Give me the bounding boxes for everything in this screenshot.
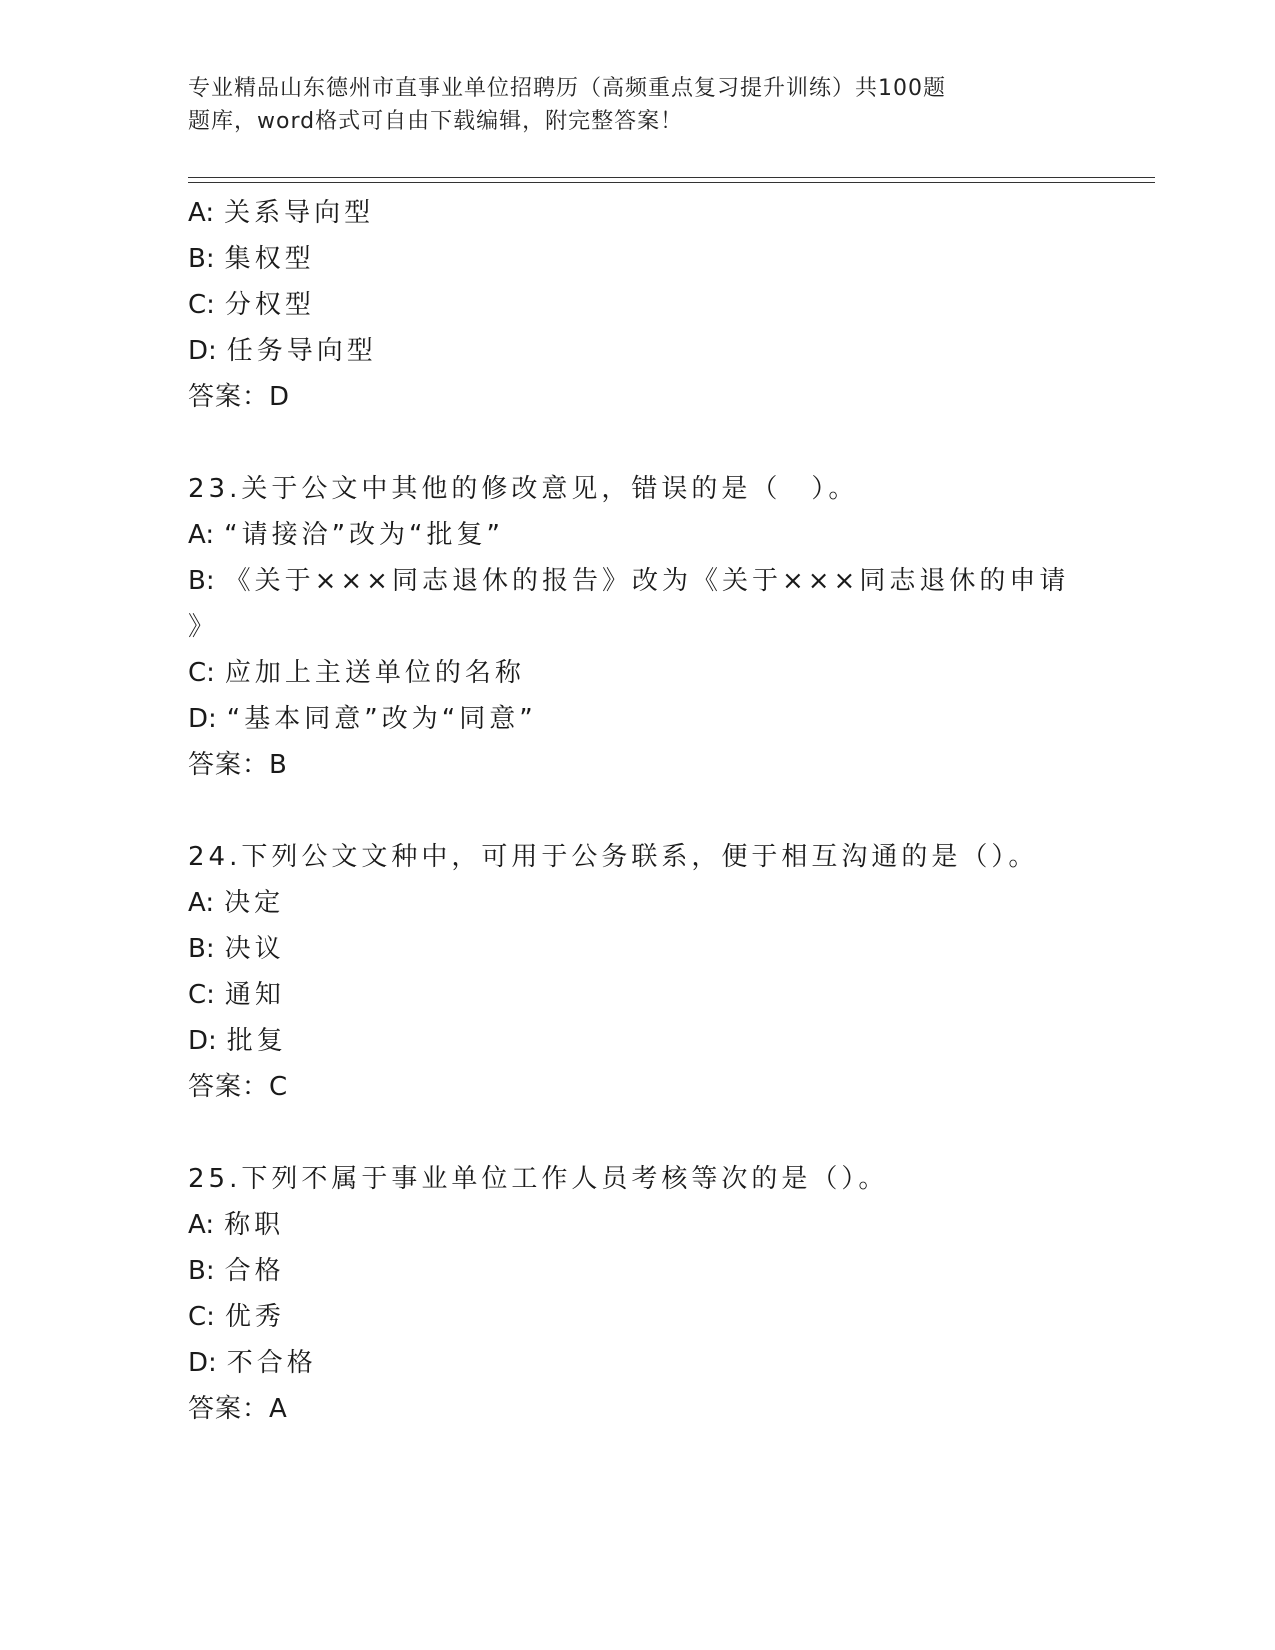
header-divider-bottom: [188, 182, 1155, 183]
option-b: B: 集权型: [188, 244, 315, 274]
option-b-continuation: 》: [188, 612, 215, 642]
option-d: D: 任务导向型: [188, 336, 377, 366]
option-c: C: 应加上主送单位的名称: [188, 658, 525, 688]
header-line-2: 题库，word格式可自由下载编辑，附完整答案！: [188, 109, 684, 134]
answer-line: 答案：A: [188, 1394, 288, 1424]
answer-line: 答案：D: [188, 382, 291, 412]
answer-line: 答案：B: [188, 750, 288, 780]
option-a: A: “请接洽”改为“批复”: [188, 520, 504, 550]
option-d: D: 批复: [188, 1026, 287, 1056]
question-24-block: [188, 834, 1088, 1110]
option-a: A: 称职: [188, 1210, 285, 1240]
option-d: D: “基本同意”改为“同意”: [188, 704, 537, 734]
answer-line: 答案：C: [188, 1072, 289, 1102]
question-22-block: [188, 190, 1088, 420]
header-divider-top: [188, 177, 1155, 178]
question-text: 25.下列不属于事业单位工作人员考核等次的是（）。: [188, 1164, 889, 1194]
option-a: A: 决定: [188, 888, 285, 918]
option-c: C: 分权型: [188, 290, 315, 320]
option-b: B: 合格: [188, 1256, 285, 1286]
question-25-block: [188, 1156, 1088, 1432]
question-list: [188, 190, 1088, 1432]
document-header: [188, 72, 1048, 138]
option-b: B: 决议: [188, 934, 285, 964]
option-a: A: 关系导向型: [188, 198, 375, 228]
question-text: 23.关于公文中其他的修改意见，错误的是（ ）。: [188, 474, 859, 504]
option-c: C: 优秀: [188, 1302, 285, 1332]
option-d: D: 不合格: [188, 1348, 317, 1378]
option-b: B: 《关于×××同志退休的报告》改为《关于×××同志退休的申请: [188, 566, 1070, 596]
header-line-1: 专业精品山东德州市直事业单位招聘历（高频重点复习提升训练）共100题: [188, 76, 946, 101]
question-23-block: [188, 466, 1088, 788]
option-c: C: 通知: [188, 980, 285, 1010]
question-text: 24.下列公文文种中，可用于公务联系，便于相互沟通的是（）。: [188, 842, 1039, 872]
